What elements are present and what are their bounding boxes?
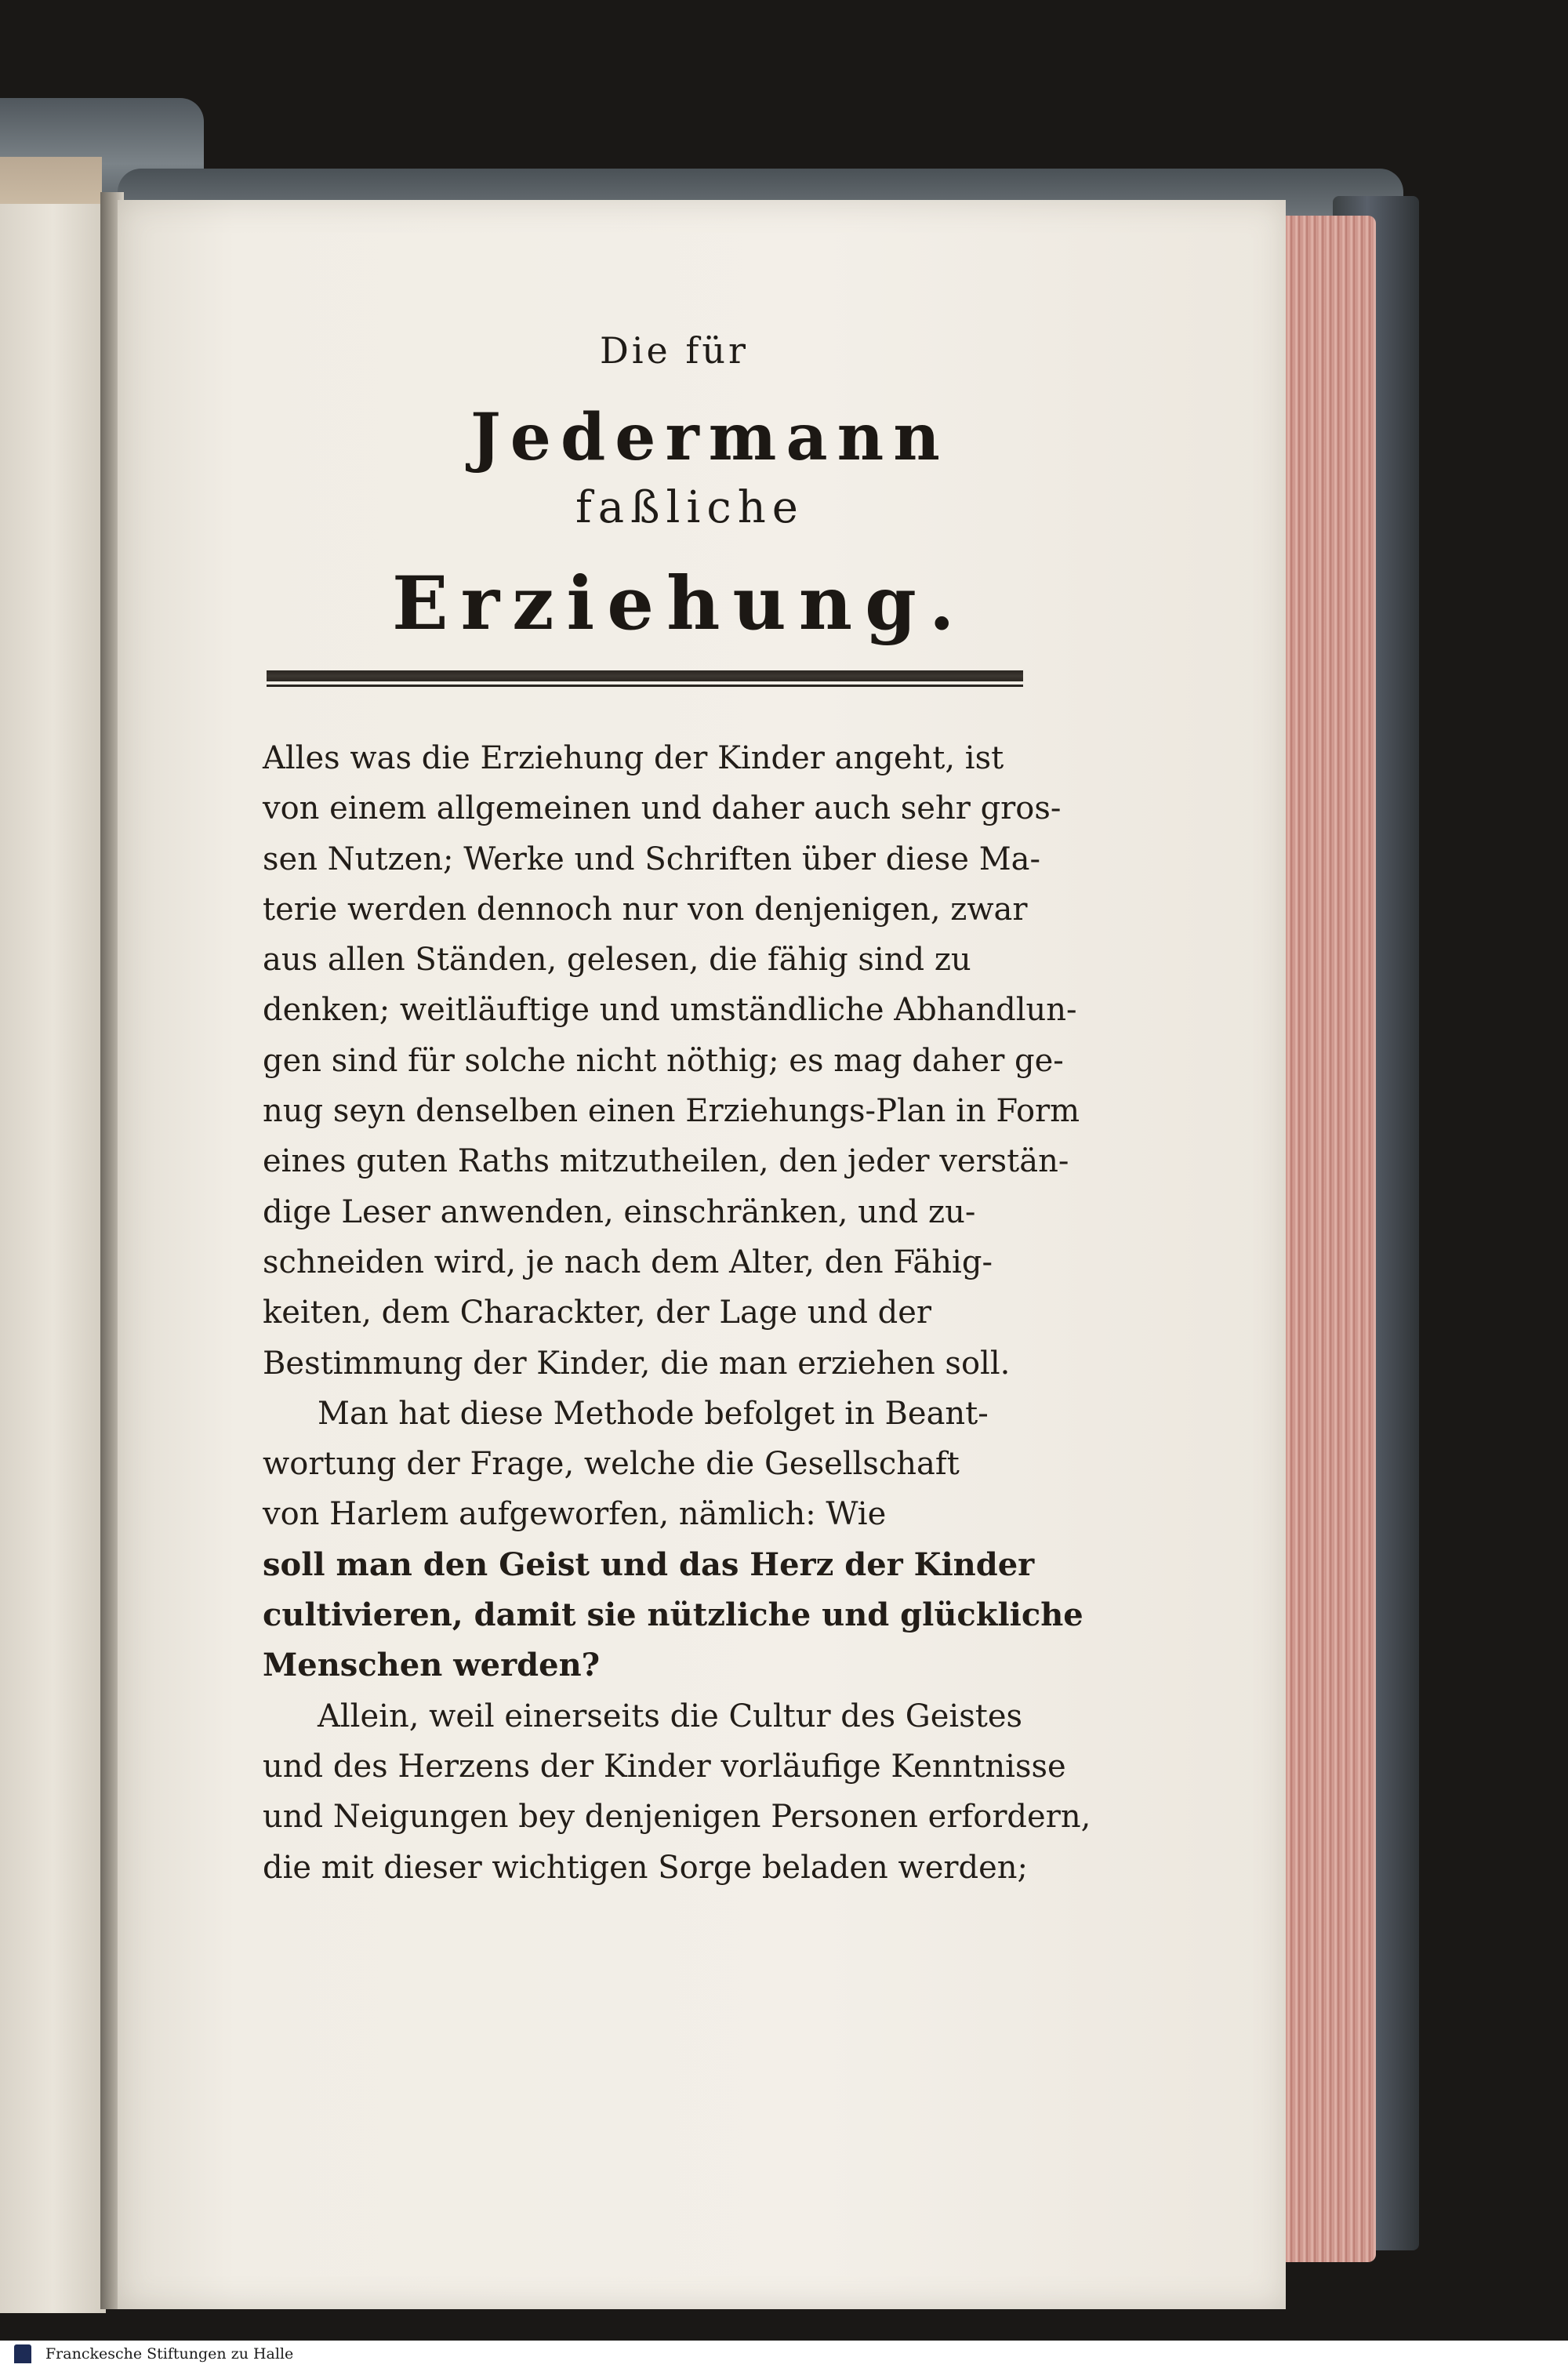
- body-line: und des Herzens der Kinder vorläufige Kenntnisse: [263, 1748, 1066, 1785]
- body-line: sen Nutzen; Werke und Schriften über diese Ma-: [263, 841, 1041, 877]
- left-facing-page: [0, 204, 106, 2313]
- body-line: gen sind für solche nicht nöthig; es mag daher ge-: [263, 1042, 1064, 1079]
- body-line: schneiden wird, je nach dem Alter, den Fähig-: [263, 1244, 993, 1280]
- title-rule: [267, 670, 1023, 681]
- body-line: Man hat diese Methode befolget in Beant-: [318, 1395, 989, 1432]
- body-line-emphasis: Menschen werden?: [263, 1647, 601, 1684]
- body-line: keiten, dem Charackter, der Lage und der: [263, 1295, 932, 1331]
- body-line: terie werden dennoch nur von denjenigen, zwar: [263, 891, 1028, 928]
- body-line-emphasis: soll man den Geist und das Herz der Kinder: [263, 1545, 1035, 1583]
- body-line: von Harlem aufgeworfen, nämlich: Wie: [263, 1496, 887, 1533]
- body-line: denken; weitläuftige und umständliche Abhandlun-: [263, 992, 1077, 1029]
- body-line: dige Leser anwenden, einschränken, und zu-: [263, 1193, 976, 1230]
- body-line: Allein, weil einerseits die Cultur des Geistes: [318, 1698, 1023, 1734]
- title-line-fassliche: faßliche: [575, 482, 804, 533]
- title-line-erziehung: Erziehung.: [392, 561, 967, 647]
- body-line: wortung der Frage, welche die Gesellschaft: [263, 1446, 960, 1483]
- red-page-edges: [1286, 216, 1376, 2262]
- body-line: aus allen Ständen, gelesen, die fähig sind zu: [263, 942, 971, 979]
- body-line: eines guten Raths mitzutheilen, den jeder verstän-: [263, 1143, 1069, 1180]
- body-line: und Neigungen bey denjenigen Personen erfordern,: [263, 1799, 1091, 1836]
- institution-logo-icon: [14, 2344, 31, 2363]
- institution-name: Franckesche Stiftungen zu Halle: [45, 2345, 294, 2363]
- title-line-jedermann: Jedermann: [470, 400, 949, 475]
- body-line: nug seyn denselben einen Erziehungs-Plan in Form: [263, 1093, 1080, 1130]
- body-line: Bestimmung der Kinder, die man erziehen soll.: [263, 1345, 1011, 1382]
- body-line: von einem allgemeinen und daher auch sehr gros-: [263, 790, 1062, 827]
- body-line: die mit dieser wichtigen Sorge beladen werden;: [263, 1849, 1029, 1886]
- body-line-emphasis: cultivieren, damit sie nützliche und glückliche: [263, 1596, 1083, 1634]
- title-kicker: Die für: [599, 329, 750, 372]
- body-text: [263, 733, 1091, 1893]
- body-line: Alles was die Erziehung der Kinder angeht, ist: [263, 740, 1004, 776]
